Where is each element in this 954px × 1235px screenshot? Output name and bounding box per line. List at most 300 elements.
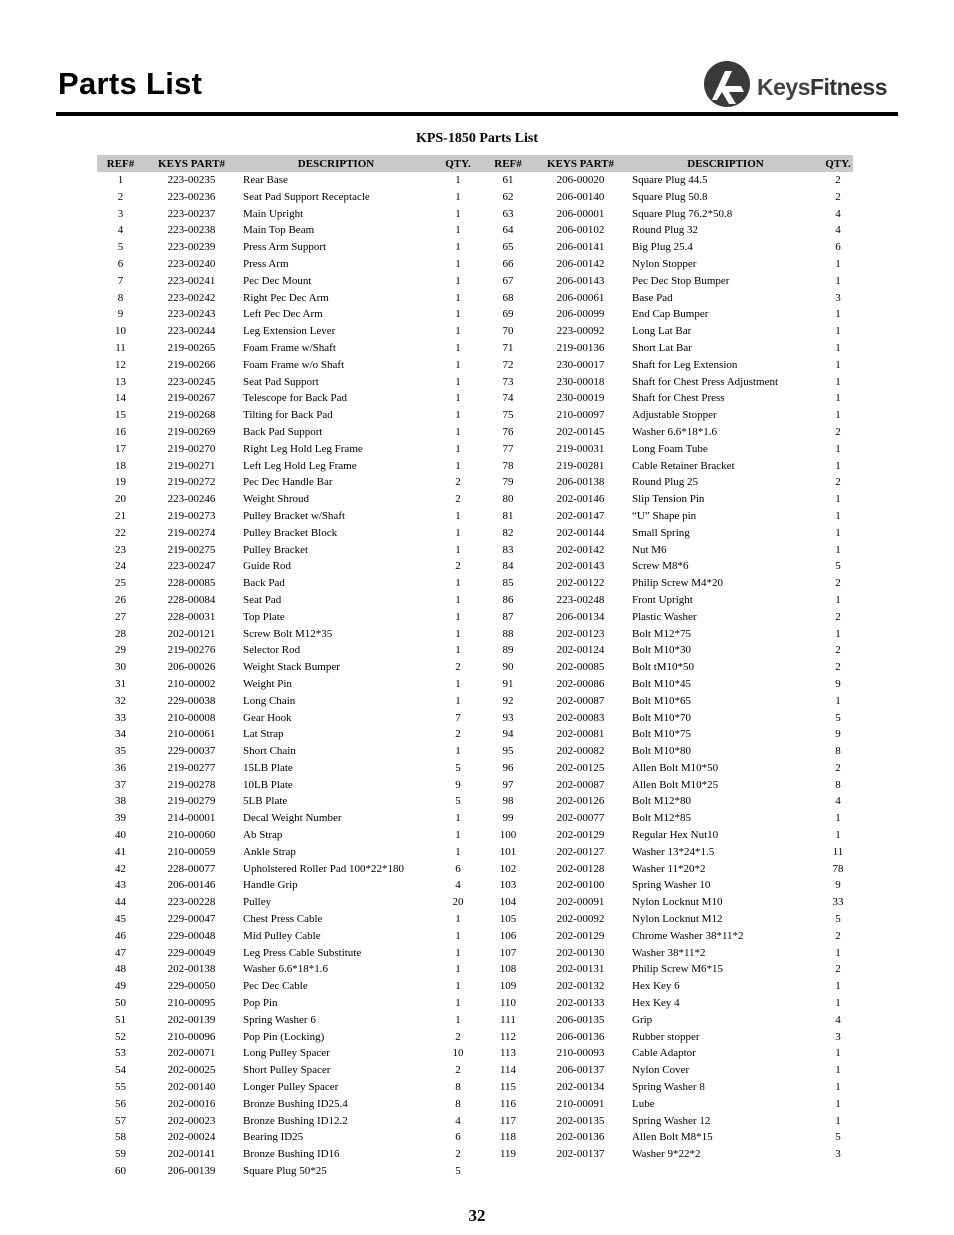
cell-ref-right: 73 (502, 375, 514, 388)
cell-desc-right: Bolt M12*85 (632, 812, 691, 825)
cell-qty-right: 3 (835, 291, 841, 304)
cell-ref-left: 19 (115, 476, 126, 489)
cell-desc-right: Bolt M12*75 (632, 627, 691, 640)
cell-ref-left: 36 (115, 761, 126, 774)
cell-ref-left: 31 (115, 677, 126, 690)
cell-qty-left: 20 (452, 896, 464, 909)
cell-part-left: 219-00278 (167, 778, 216, 791)
cell-desc-right: Hex Key 4 (632, 997, 680, 1010)
cell-desc-left: Long Chain (243, 694, 296, 707)
cell-ref-right: 61 (502, 174, 514, 186)
cell-qty-left: 1 (455, 526, 461, 539)
cell-part-right: 202-00133 (556, 997, 605, 1010)
cell-part-left: 210-00008 (167, 711, 216, 724)
cell-qty-right: 5 (835, 913, 841, 926)
table-row (97, 1129, 853, 1146)
cell-qty-right: 1 (835, 1114, 841, 1127)
table-row (97, 340, 853, 357)
cell-qty-left: 1 (455, 829, 461, 842)
cell-part-left: 223-00246 (167, 493, 216, 506)
cell-part-right: 206-00137 (556, 1064, 605, 1077)
cell-qty-left: 1 (455, 812, 461, 825)
cell-desc-right: Washer 13*24*1.5 (632, 845, 715, 858)
cell-ref-right: 79 (502, 476, 514, 489)
cell-desc-right: Bolt tM10*50 (632, 661, 695, 674)
cell-part-right: 202-00129 (556, 929, 605, 942)
cell-ref-left: 8 (117, 291, 124, 304)
cell-desc-left: Pec Dec Cable (243, 980, 308, 993)
cell-ref-right: 87 (502, 610, 514, 623)
cell-desc-right: Pec Dec Stop Bumper (632, 274, 730, 287)
cell-desc-right: Spring Washer 10 (632, 879, 711, 892)
cell-qty-left: 1 (455, 190, 461, 203)
cell-qty-right: 78 (832, 862, 844, 875)
cell-ref-right: 97 (502, 778, 514, 791)
cell-ref-left: 27 (115, 610, 126, 623)
cell-desc-right: Shaft for Leg Extension (632, 358, 738, 371)
cell-desc-left: Seat Pad (243, 593, 282, 606)
cell-qty-right: 5 (835, 711, 841, 724)
cell-ref-right: 117 (499, 1114, 517, 1127)
cell-part-left: 206-00146 (167, 879, 216, 892)
table-row (97, 726, 853, 743)
cell-part-left: 214-00001 (167, 812, 216, 825)
col-qty-left: QTY. (433, 155, 483, 172)
cell-desc-right: Washer 38*11*2 (632, 946, 706, 959)
cell-part-left: 219-00272 (167, 476, 216, 489)
cell-ref-right: 111 (500, 1013, 516, 1026)
cell-qty-right: 2 (835, 577, 841, 590)
cell-part-left: 202-00140 (167, 1081, 216, 1094)
cell-qty-right: 2 (835, 190, 841, 203)
table-row (97, 995, 853, 1012)
cell-desc-left: Seat Pad Support (243, 375, 319, 388)
cell-desc-right: Shaft for Chest Press Adjustment (632, 375, 779, 388)
cell-desc-left: Gear Hook (243, 711, 292, 724)
cell-ref-right: 100 (499, 829, 517, 842)
table-header-row (97, 155, 853, 172)
cell-part-right: 202-00126 (556, 795, 605, 808)
cell-ref-right: 119 (499, 1148, 517, 1161)
cell-ref-right: 113 (499, 1047, 517, 1060)
cell-qty-right: 1 (835, 1097, 841, 1110)
cell-ref-left: 7 (117, 274, 124, 287)
cell-qty-right: 3 (835, 1030, 841, 1043)
cell-qty-left: 1 (455, 997, 461, 1010)
cell-ref-left: 30 (115, 661, 126, 674)
table-row (97, 374, 853, 391)
cell-part-left: 219-00276 (167, 644, 216, 657)
keys-fitness-logo-icon (703, 60, 751, 108)
cell-part-left: 228-00085 (167, 577, 216, 590)
cell-qty-right: 1 (835, 1064, 841, 1077)
cell-ref-right: 75 (502, 409, 514, 422)
table-row (97, 1096, 853, 1113)
cell-qty-right: 1 (835, 375, 841, 388)
cell-qty-right: 2 (835, 661, 841, 674)
cell-qty-left: 2 (455, 1030, 461, 1043)
cell-part-right: 202-00143 (556, 560, 605, 573)
keys-fitness-logo (703, 60, 899, 110)
cell-ref-right: 72 (502, 358, 514, 371)
cell-qty-left: 1 (455, 694, 461, 707)
cell-ref-right: 90 (502, 661, 514, 674)
table-row (97, 978, 853, 995)
cell-desc-right: Grip (632, 1013, 653, 1026)
cell-part-left: 228-00031 (167, 610, 216, 623)
table-row (97, 1079, 853, 1096)
cell-ref-right: 116 (499, 1097, 517, 1110)
cell-desc-left: Tilting for Back Pad (243, 409, 333, 422)
cell-desc-left: Longer Pulley Spacer (243, 1081, 339, 1094)
cell-part-left: 219-00268 (167, 409, 216, 422)
cell-ref-right: 91 (502, 677, 514, 690)
cell-desc-right: Allen Bolt M10*50 (632, 761, 719, 774)
table-row (97, 945, 853, 962)
cell-part-left: 219-00271 (167, 459, 216, 472)
cell-qty-right: 8 (835, 745, 841, 758)
cell-desc-right: Bolt M10*30 (632, 644, 691, 657)
cell-part-right: 202-00130 (556, 946, 605, 959)
cell-part-right: 206-00102 (556, 224, 605, 237)
cell-desc-right: Hex Key 6 (632, 980, 680, 993)
cell-desc-left: Decal Weight Number (243, 812, 342, 825)
cell-part-right: 206-00061 (556, 291, 605, 304)
cell-desc-left: Press Arm Support (243, 241, 327, 254)
cell-part-left: 219-00275 (167, 543, 216, 556)
cell-ref-left: 20 (115, 493, 126, 506)
cell-part-right: 206-00001 (556, 207, 605, 220)
cell-desc-right: Washer 9*22*2 (632, 1148, 701, 1161)
cell-desc-right: Lube (632, 1097, 655, 1110)
cell-ref-left: 28 (115, 627, 126, 640)
col-ref-left: REF# (97, 155, 144, 172)
table-row (97, 306, 853, 323)
cell-qty-left: 2 (455, 493, 461, 506)
cell-desc-right: Bolt M10*65 (632, 694, 691, 707)
cell-qty-right: 5 (835, 1131, 841, 1144)
cell-qty-left: 1 (455, 946, 461, 959)
cell-part-right: 219-00281 (556, 459, 605, 472)
cell-part-right: 206-00140 (556, 190, 605, 203)
cell-desc-left: Pop Pin (243, 997, 278, 1010)
cell-part-left: 223-00238 (167, 224, 216, 237)
cell-ref-right: 77 (502, 442, 514, 455)
cell-desc-left: Right Pec Dec Arm (243, 291, 329, 304)
cell-desc-right: Regular Hex Nut10 (632, 829, 719, 842)
cell-desc-right: Small Spring (632, 526, 690, 539)
cell-qty-left: 1 (455, 409, 461, 422)
cell-part-right: 202-00091 (556, 896, 605, 909)
cell-qty-left: 1 (455, 577, 461, 590)
cell-ref-right: 80 (502, 493, 514, 506)
cell-qty-left: 5 (455, 795, 461, 808)
cell-part-right: 223-00092 (556, 325, 605, 338)
cell-desc-right: Square Plug 76.2*50.8 (632, 207, 733, 220)
cell-part-left: 223-00239 (167, 241, 216, 254)
cell-qty-left: 1 (455, 745, 461, 758)
cell-ref-right: 74 (502, 392, 514, 405)
cell-qty-left: 4 (455, 1114, 461, 1127)
table-row (97, 1163, 853, 1180)
cell-ref-right: 107 (499, 946, 517, 959)
cell-qty-right: 1 (835, 358, 841, 371)
cell-part-left: 219-00265 (167, 341, 216, 354)
cell-part-right (533, 1163, 628, 1180)
cell-part-right: 202-00087 (556, 694, 605, 707)
table-row (97, 710, 853, 727)
cell-part-right: 206-00099 (556, 308, 605, 321)
cell-ref-right: 114 (499, 1064, 517, 1077)
table-title: KPS-1850 Parts List (415, 131, 539, 146)
cell-ref-left: 41 (115, 845, 126, 858)
cell-qty-right: 1 (835, 946, 841, 959)
cell-desc-left: 5LB Plate (243, 795, 288, 808)
cell-part-right: 202-00135 (556, 1114, 605, 1127)
cell-desc-right: Spring Washer 8 (632, 1081, 705, 1094)
cell-ref-right: 112 (499, 1030, 517, 1043)
cell-desc-right: Long Lat Bar (632, 325, 692, 338)
table-row (97, 1029, 853, 1046)
cell-ref-right: 68 (502, 291, 514, 304)
cell-ref-right: 118 (499, 1131, 517, 1144)
cell-desc-left: Leg Press Cable Substitute (243, 946, 362, 959)
cell-ref-right: 95 (502, 745, 514, 758)
cell-ref-right: 70 (502, 325, 514, 338)
table-row (97, 542, 853, 559)
cell-ref-right: 115 (499, 1081, 517, 1094)
cell-part-left: 223-00242 (167, 291, 216, 304)
cell-qty-left: 1 (455, 913, 461, 926)
logo-wordmark: KeysFitness (757, 74, 888, 100)
cell-qty-left: 8 (455, 1081, 461, 1094)
cell-qty-right: 1 (835, 257, 841, 270)
cell-desc-right: Philip Screw M4*20 (632, 577, 724, 590)
cell-desc-left: Ab Strap (243, 829, 283, 842)
cell-desc-left: Main Upright (243, 207, 304, 220)
cell-ref-right: 98 (502, 795, 514, 808)
cell-desc-right: Philip Screw M6*15 (632, 963, 724, 976)
cell-part-right: 202-00131 (556, 963, 605, 976)
cell-ref-left: 59 (115, 1148, 126, 1161)
cell-qty-right: 1 (835, 593, 841, 606)
cell-part-right: 202-00100 (556, 879, 605, 892)
cell-ref-right: 104 (499, 896, 517, 909)
cell-ref-left: 34 (115, 728, 126, 741)
cell-desc-right: Nylon Stopper (632, 257, 697, 270)
table-row (97, 575, 853, 592)
cell-qty-right: 4 (835, 795, 841, 808)
cell-qty-right: 4 (835, 224, 841, 237)
cell-qty-right: 1 (835, 341, 841, 354)
cell-qty-right: 2 (835, 610, 841, 623)
cell-ref-left: 44 (115, 896, 126, 909)
cell-ref-left: 33 (115, 711, 126, 724)
cell-desc-right (628, 1163, 823, 1180)
cell-part-right: 202-00128 (556, 862, 605, 875)
cell-ref-left: 6 (117, 257, 124, 270)
cell-qty-right (823, 1163, 853, 1180)
cell-qty-left: 1 (455, 442, 461, 455)
cell-part-right: 202-00129 (556, 829, 605, 842)
cell-ref-right: 102 (499, 862, 517, 875)
cell-ref-right (483, 1163, 533, 1180)
table-row (97, 441, 853, 458)
cell-ref-right: 83 (502, 543, 514, 556)
cell-part-left: 202-00121 (167, 627, 216, 640)
cell-desc-right: Bolt M10*45 (632, 677, 691, 690)
cell-desc-left: Selector Rod (243, 644, 301, 657)
cell-desc-right: Round Plug 32 (632, 224, 699, 237)
cell-qty-left: 1 (455, 929, 461, 942)
cell-part-right: 202-00144 (556, 526, 605, 539)
cell-part-left: 202-00138 (167, 963, 216, 976)
table-row (97, 743, 853, 760)
cell-part-left: 202-00071 (167, 1047, 216, 1060)
cell-qty-right: 2 (835, 425, 841, 438)
cell-qty-left: 9 (455, 778, 461, 791)
cell-qty-left: 1 (455, 224, 461, 237)
cell-ref-left: 24 (115, 560, 126, 573)
cell-part-left: 210-00002 (167, 677, 216, 690)
cell-qty-left: 4 (455, 879, 461, 892)
cell-part-right: 202-00086 (556, 677, 605, 690)
cell-qty-left: 1 (455, 308, 461, 321)
cell-qty-right: 4 (835, 1013, 841, 1026)
cell-part-left: 206-00139 (167, 1165, 216, 1178)
cell-ref-right: 105 (499, 913, 517, 926)
table-row (97, 458, 853, 475)
table-row (97, 323, 853, 340)
cell-ref-left: 56 (115, 1097, 126, 1110)
cell-ref-left: 45 (115, 913, 126, 926)
cell-ref-left: 10 (115, 325, 126, 338)
cell-ref-left: 60 (115, 1165, 126, 1178)
cell-ref-right: 84 (502, 560, 514, 573)
cell-part-left: 223-00236 (167, 190, 216, 203)
cell-qty-left: 1 (455, 375, 461, 388)
cell-part-right: 202-00085 (556, 661, 605, 674)
cell-ref-left: 16 (115, 425, 126, 438)
cell-part-left: 219-00273 (167, 509, 216, 522)
cell-part-right: 219-00031 (556, 442, 605, 455)
cell-desc-right: Slip Tension Pin (632, 493, 705, 506)
cell-qty-left: 1 (455, 543, 461, 556)
cell-desc-right: Spring Washer 12 (632, 1114, 711, 1127)
cell-qty-left: 2 (455, 560, 461, 573)
table-row (97, 424, 853, 441)
cell-qty-left: 5 (455, 761, 461, 774)
cell-qty-right: 1 (835, 526, 841, 539)
cell-part-left: 229-00048 (167, 929, 216, 942)
cell-desc-right: Nut M6 (632, 543, 667, 556)
cell-qty-right: 5 (835, 560, 841, 573)
cell-part-left: 219-00277 (167, 761, 216, 774)
cell-qty-right: 1 (835, 543, 841, 556)
cell-desc-left: Upholstered Roller Pad 100*22*180 (243, 862, 405, 875)
cell-desc-left: Weight Shroud (243, 493, 310, 506)
cell-ref-left: 51 (115, 1013, 126, 1026)
cell-desc-right: Bolt M10*70 (632, 711, 691, 724)
cell-part-left: 202-00024 (167, 1131, 216, 1144)
cell-qty-right: 1 (835, 694, 841, 707)
cell-qty-left: 2 (455, 1148, 461, 1161)
cell-ref-right: 92 (502, 694, 514, 707)
cell-desc-right: Washer 11*20*2 (632, 862, 706, 875)
cell-desc-left: 15LB Plate (243, 761, 293, 774)
table-row (97, 760, 853, 777)
cell-desc-left: Seat Pad Support Receptacle (243, 190, 370, 203)
cell-qty-right: 2 (835, 644, 841, 657)
table-row (97, 793, 853, 810)
cell-desc-left: Bronze Bushing ID25.4 (243, 1097, 348, 1110)
cell-qty-right: 1 (835, 274, 841, 287)
cell-desc-left: Back Pad Support (243, 425, 323, 438)
cell-ref-left: 52 (115, 1030, 126, 1043)
cell-part-right: 210-00097 (556, 409, 605, 422)
cell-desc-left: Ankle Strap (243, 845, 296, 858)
cell-desc-right: Shaft for Chest Press (632, 392, 725, 405)
cell-desc-left: Short Pulley Spacer (243, 1064, 331, 1077)
cell-part-left: 210-00060 (167, 829, 216, 842)
cell-ref-left: 15 (115, 409, 126, 422)
cell-qty-left: 6 (455, 1131, 461, 1144)
cell-ref-left: 22 (115, 526, 126, 539)
cell-qty-left: 2 (455, 661, 461, 674)
cell-desc-right: Short Lat Bar (632, 341, 692, 354)
parts-table (97, 155, 853, 1180)
cell-desc-left: Top Plate (243, 610, 285, 623)
cell-qty-left: 1 (455, 291, 461, 304)
cell-part-left: 223-00228 (167, 896, 216, 909)
col-part-right: KEYS PART# (533, 155, 628, 172)
cell-desc-right: Bolt M10*75 (632, 728, 691, 741)
cell-qty-right: 2 (835, 476, 841, 489)
cell-part-right: 202-00123 (556, 627, 605, 640)
col-qty-right: QTY. (823, 155, 853, 172)
cell-part-left: 219-00274 (167, 526, 216, 539)
cell-qty-right: 1 (835, 459, 841, 472)
cell-qty-left: 1 (455, 425, 461, 438)
cell-part-right: 206-00134 (556, 610, 605, 623)
cell-desc-left: Mid Pulley Cable (243, 929, 321, 942)
cell-desc-left: Telescope for Back Pad (243, 392, 347, 405)
cell-part-left: 202-00016 (167, 1097, 216, 1110)
cell-part-right: 202-00092 (556, 913, 605, 926)
cell-ref-left: 9 (117, 308, 124, 321)
cell-qty-right: 9 (835, 879, 841, 892)
table-row (97, 642, 853, 659)
table-row (97, 525, 853, 542)
cell-part-right: 202-00142 (556, 543, 605, 556)
cell-qty-left: 1 (455, 644, 461, 657)
table-row (97, 827, 853, 844)
cell-desc-left: Chest Press Cable (243, 913, 323, 926)
cell-desc-right: End Cap Bumper (632, 308, 709, 321)
cell-part-left: 219-00267 (167, 392, 216, 405)
col-desc-left: DESCRIPTION (239, 155, 433, 172)
cell-qty-left: 1 (455, 392, 461, 405)
cell-part-right: 210-00091 (556, 1097, 605, 1110)
cell-desc-left: Bronze Bushing ID12.2 (243, 1114, 348, 1127)
table-row (97, 676, 853, 693)
table-row (97, 810, 853, 827)
cell-ref-right: 93 (502, 711, 514, 724)
cell-part-left: 219-00266 (167, 358, 216, 371)
cell-qty-right: 1 (835, 392, 841, 405)
cell-part-right: 202-00124 (556, 644, 605, 657)
cell-desc-right: Allen Bolt M10*25 (632, 778, 719, 791)
